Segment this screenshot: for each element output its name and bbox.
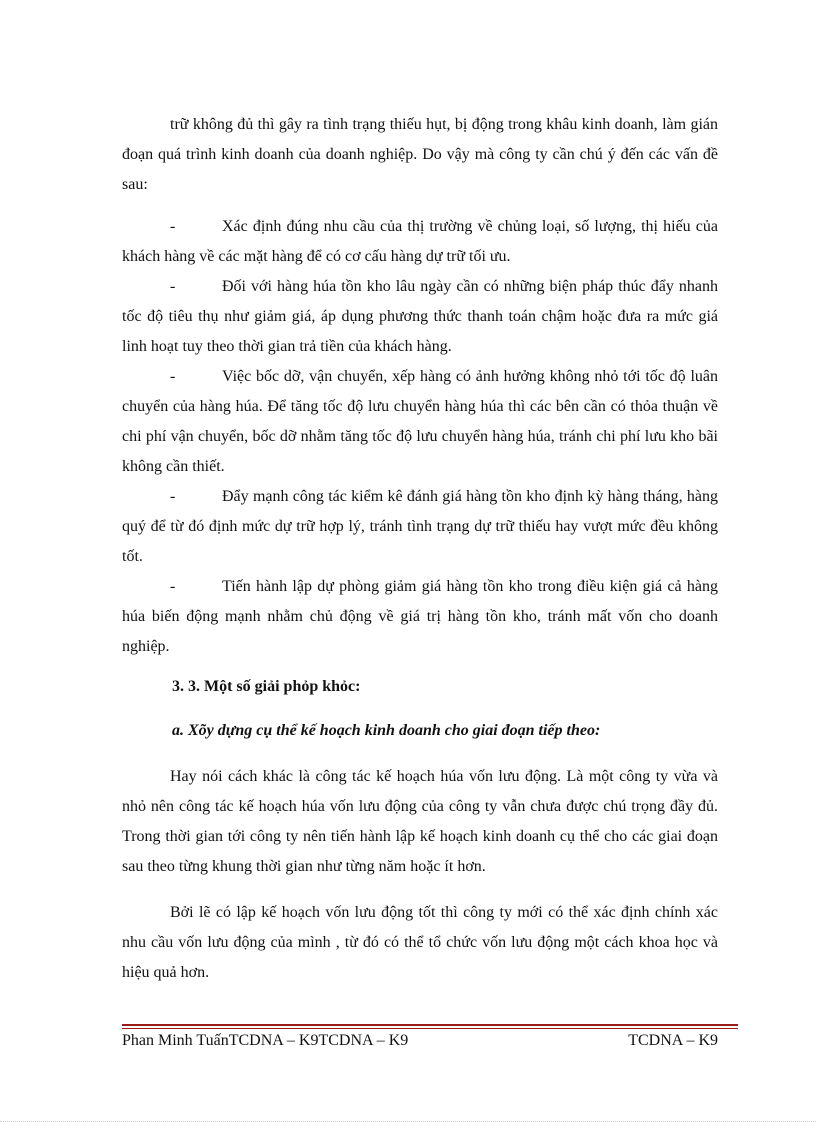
bullet-item <box>122 482 718 572</box>
bullet-text: Việc bốc dỡ, vận chuyển, xếp hàng có ảnh hưởng không nhỏ tới tốc độ luân chuyển của hàng húa. Để tăng tốc độ lưu chuyển hàng húa thì các bên cần có thỏa thuận về chi phí vận chuyển, bốc dỡ nhằm tăng tốc độ lưu chuyển hàng húa, tránh chi phí lưu kho bãi không cần thiết. <box>122 368 718 475</box>
footer-author: Phan Minh TuấnTCDNA – K9TCDNA – K9 <box>122 1032 409 1049</box>
bullet-item <box>122 272 718 362</box>
paragraph-conclusion: Bởi lẽ có lập kế hoạch vốn lưu động tốt thì công ty mới có thể xác định chính xác nhu cầu vốn lưu động của mình , từ đó có thể tổ chức vốn lưu động một cách khoa học và hiệu quả hơn. <box>122 904 718 981</box>
paragraph-intro: trữ không đủ thì gây ra tình trạng thiếu hụt, bị động trong khâu kinh doanh, làm gián đoạn quá trình kinh doanh của doanh nghiệp. Do vậy mà công ty cần chú ý đến các vấn đề sau: <box>122 116 718 193</box>
page-footer <box>122 1032 718 1050</box>
subsection-heading: a. Xõy dựng cụ thể kế hoạch kinh doanh cho giai đoạn tiếp theo: <box>172 722 601 739</box>
footer-class: TCDNA – K9 <box>628 1032 718 1049</box>
section-heading: 3. 3. Một số giải phỏp khỏc: <box>172 678 361 695</box>
bullet-dash: - <box>170 368 176 385</box>
bullet-text: Đối với hàng húa tồn kho lâu ngày cần có những biện pháp thúc đẩy nhanh tốc độ tiêu thụ như giảm giá, áp dụng phương thức thanh toán chậm hoặc đưa ra mức giá linh hoạt tuy theo thời gian trả tiền của khách hàng. <box>122 278 718 355</box>
bullet-text: Tiến hành lập dự phòng giảm giá hàng tồn kho trong điều kiện giá cả hàng húa biến động mạnh nhằm chủ động về giá trị hàng tồn kho, tránh mất vốn cho doanh nghiệp. <box>122 578 718 655</box>
bullet-item <box>122 212 718 272</box>
bullet-dash: - <box>170 278 176 295</box>
paragraph-plan: Hay nói cách khác là công tác kế hoạch húa vốn lưu động. Là một công ty vừa và nhỏ nên công tác kế hoạch húa vốn lưu động của công ty vẫn chưa được chú trọng đầy đủ. Trong thời gian tới công ty nên tiến hành lập kế hoạch kinh doanh cụ thể cho các giai đoạn sau theo từng khung thời gian như từng năm hoặc ít hơn. <box>122 768 718 875</box>
page-edge-divider <box>0 1121 816 1122</box>
bullet-text: Đẩy mạnh công tác kiểm kê đánh giá hàng tồn kho định kỳ hàng tháng, hàng quý để từ đó định mức dự trữ hợp lý, tránh tình trạng dự trữ thiếu hay vượt mức đều không tốt. <box>122 488 718 565</box>
footer-rule-bottom <box>122 1028 738 1029</box>
bullet-item <box>122 572 718 662</box>
bullet-item <box>122 362 718 482</box>
bullet-list <box>122 212 718 662</box>
bullet-dash: - <box>170 218 176 235</box>
bullet-dash: - <box>170 488 176 505</box>
text-block-bottom <box>122 762 718 988</box>
footer-rule-top <box>122 1024 738 1026</box>
bullet-text: Xác định đúng nhu cầu của thị trường về chủng loại, số lượng, thị hiếu của khách hàng về các mặt hàng để có cơ cấu hàng dự trữ tối ưu. <box>122 218 718 265</box>
text-block-top <box>122 110 718 200</box>
bullet-dash: - <box>170 578 176 595</box>
